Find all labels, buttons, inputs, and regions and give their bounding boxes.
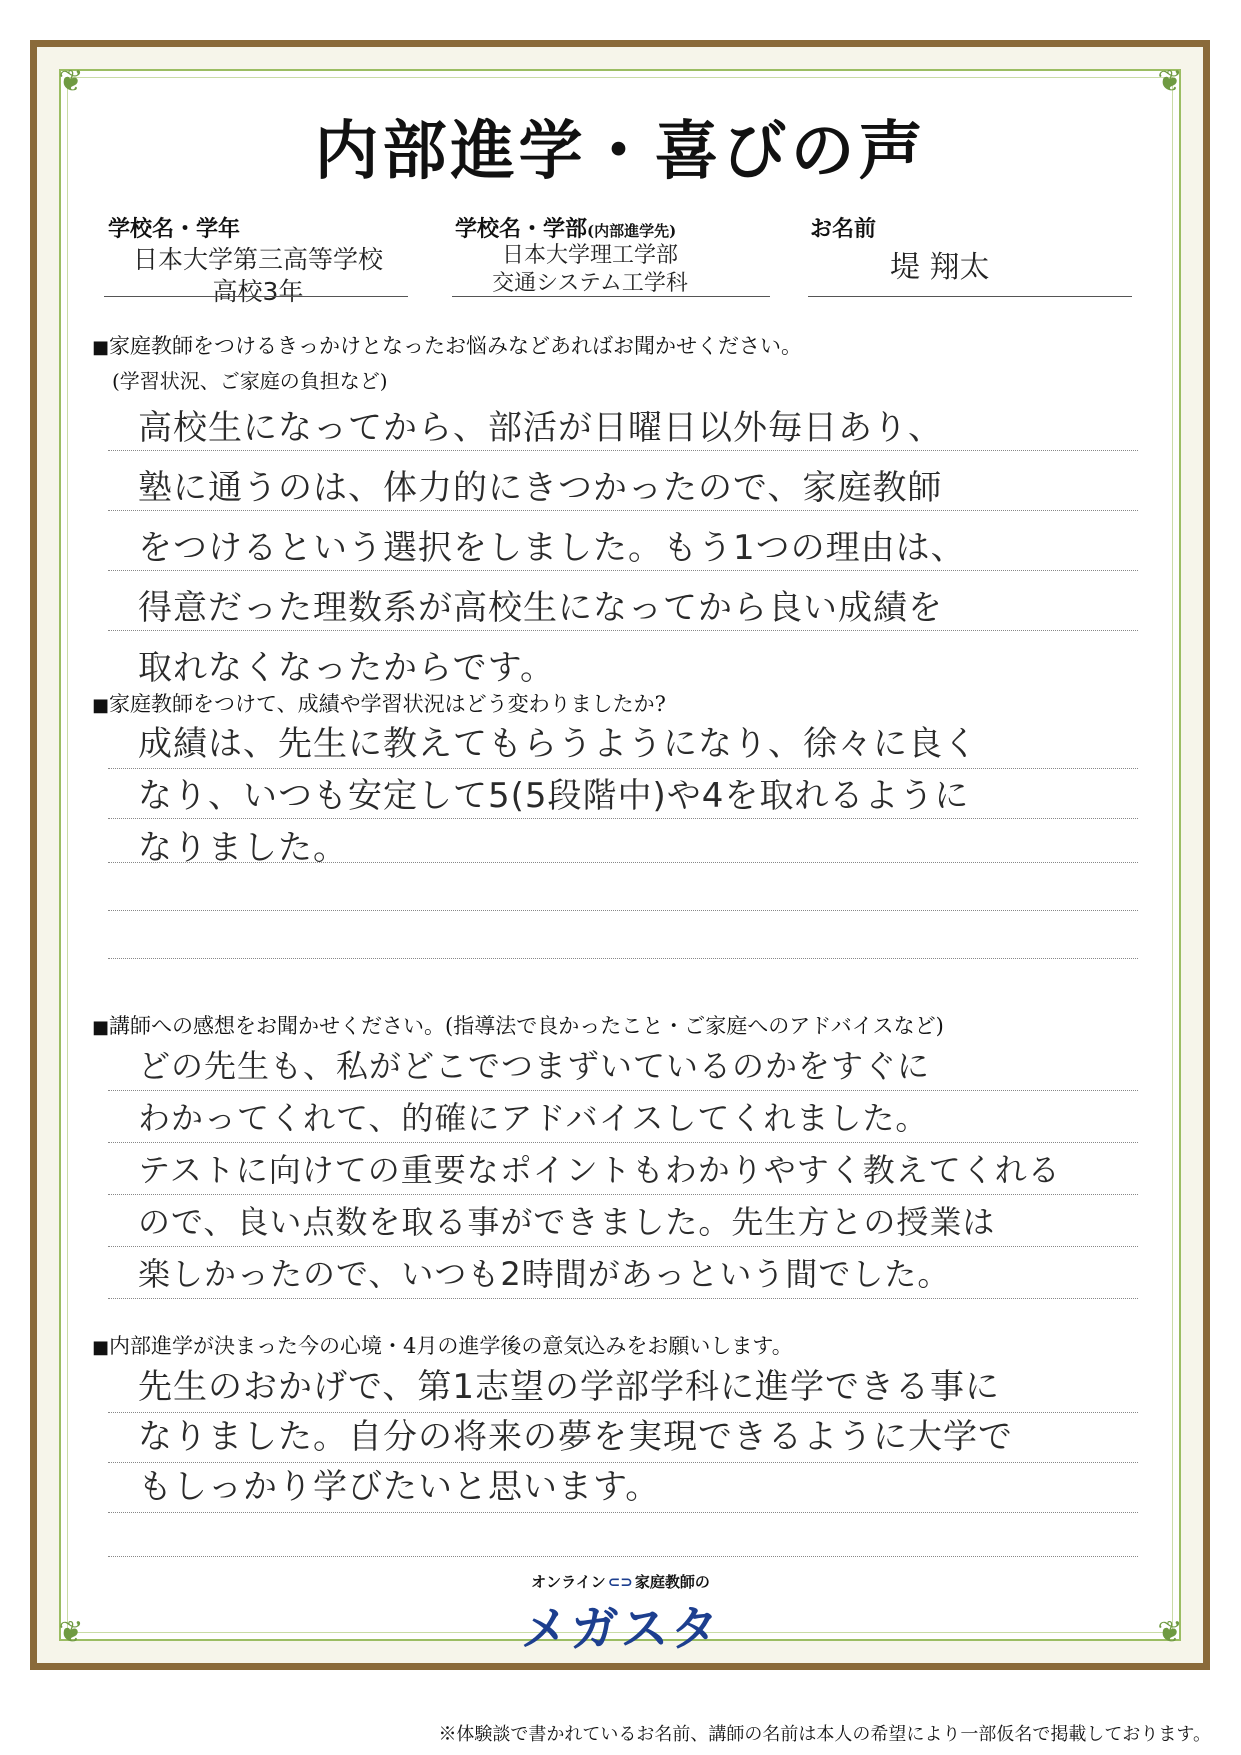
underline [808, 296, 1132, 297]
school-grade-label: 学校名・学年 [108, 216, 241, 242]
answer-2 [138, 718, 1138, 874]
answer-line: 成績は、先生に教えてもらうようになり、徐々に良く [138, 724, 978, 764]
underline [452, 296, 770, 297]
school-grade-value-2: 高校3年 [212, 277, 304, 306]
faculty-value-1: 日本大学理工学部 [501, 243, 678, 268]
question-1: ■家庭教師をつけるきっかけとなったお悩みなどあればお聞かせください。 [92, 334, 803, 358]
answer-line: なりました。自分の将来の夢を実現できるように大学で [138, 1417, 1013, 1457]
answer-line: 塾に通うのは、体力的にきつかったので、家庭教師 [138, 468, 943, 508]
answer-line: ので、良い点数を取る事ができました。先生方との授業は [138, 1203, 996, 1241]
answer-line: どの先生も、私がどこでつまずいているのかをすぐに [138, 1047, 931, 1085]
question-4: ■内部進学が決まった今の心境・4月の進学後の意気込みをお願いします。 [92, 1334, 793, 1358]
ornament-flourish-icon: ❦ [58, 63, 84, 99]
answer-line: 楽しかったので、いつも2時間があっという間でした。 [138, 1255, 951, 1293]
brand-logo: メガスタ [520, 1601, 721, 1657]
answer-line: なり、いつも安定して5(5段階中)や4を取れるように [138, 776, 970, 816]
answer-line: 得意だった理数系が高校生になってから良い成績を [138, 588, 943, 628]
answer-line: なりました。 [138, 828, 348, 868]
answer-line: をつけるという選択をしました。もう1つの理由は、 [138, 528, 966, 568]
answer-line: テストに向けての重要なポイントもわかりやすく教えてくれる [138, 1151, 1061, 1189]
answer-line: 高校生になってから、部活が日曜日以外毎日あり、 [138, 408, 943, 448]
question-2: ■家庭教師をつけて、成績や学習状況はどう変わりましたか? [92, 692, 666, 716]
name-value: 堤 翔太 [890, 250, 990, 285]
footnote: ※体験談で書かれているお名前、講師の名前は本人の希望により一部仮名で掲載しております。 [438, 1724, 1211, 1745]
question-3: ■講師への感想をお聞かせください。(指導法で良かったこと・ご家庭へのアドバイスなど) [92, 1014, 944, 1038]
answer-line: わかってくれて、的確にアドバイスしてくれました。 [138, 1099, 929, 1137]
underline [104, 296, 408, 297]
name-label: お名前 [810, 216, 877, 242]
faculty-value-2: 交通システム工学科 [492, 271, 688, 296]
ornament-flourish-icon: ❦ [1157, 63, 1183, 99]
answer-line: もしっかり学びたいと思います。 [138, 1467, 661, 1507]
link-loop-icon: ⊂⊃ [607, 1573, 633, 1591]
ornament-flourish-icon: ❦ [58, 1614, 84, 1650]
answer-4 [138, 1362, 1138, 1512]
question-1-note: (学習状況、ご家庭の負担など) [112, 369, 388, 393]
page-title: 内部進学・喜びの声 [314, 114, 927, 189]
answer-1 [138, 398, 1138, 698]
brand-tagline: オンライン ⊂⊃ 家庭教師の [531, 1573, 710, 1591]
answer-3 [138, 1040, 1138, 1300]
answer-line: 先生のおかげで、第1志望の学部学科に進学できる事に [138, 1367, 1000, 1407]
school-grade-value-1: 日本大学第三高等学校 [132, 245, 383, 274]
answer-line: 取れなくなったからです。 [138, 648, 555, 688]
faculty-label: 学校名・学部(内部進学先) [455, 216, 677, 242]
ornament-flourish-icon: ❦ [1157, 1614, 1183, 1650]
